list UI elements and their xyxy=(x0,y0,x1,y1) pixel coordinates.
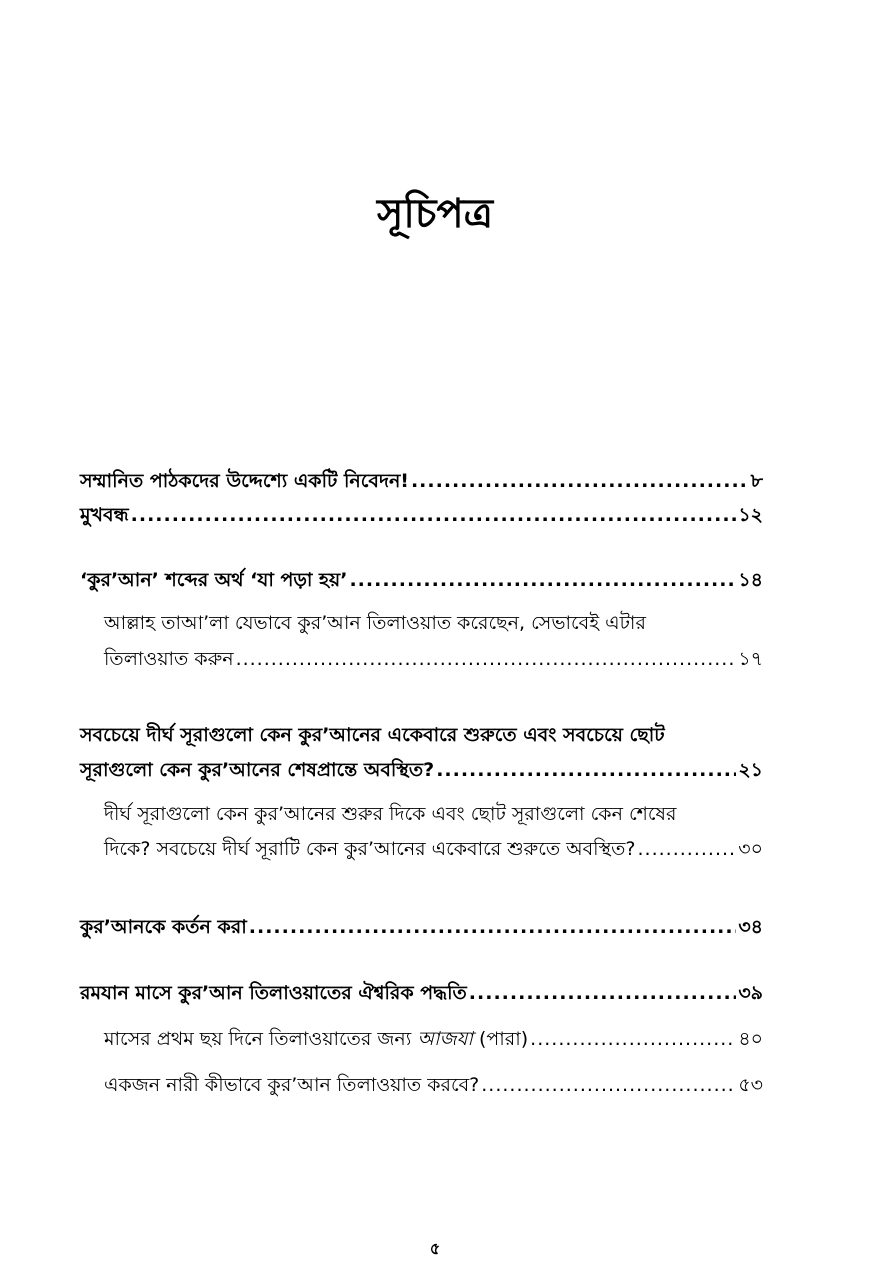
toc-entry-4[interactable] xyxy=(80,755,763,785)
dot-leader xyxy=(249,912,737,942)
toc-page-number: ১৭ xyxy=(738,648,763,670)
dot-leader xyxy=(638,834,737,864)
toc-subentry-4[interactable] xyxy=(104,1070,763,1100)
toc-entry-3[interactable] xyxy=(80,565,763,595)
toc-entry-4-line1[interactable]: সবচেয়ে দীর্ঘ সূরাগুলো কেন কুর’আনের একেবারে শুরুতে এবং সবচেয়ে ছোট xyxy=(80,724,665,746)
toc-page-number: ৫৩ xyxy=(738,1074,763,1096)
toc-page-number: ৪০ xyxy=(738,1028,763,1050)
toc-entry-title: দিকে? সবচেয়ে দীর্ঘ সূরাটি কেন কুর’আনের একেবারে শুরুতে অবস্থিত? xyxy=(104,838,636,860)
toc-subentry-1[interactable] xyxy=(104,644,763,674)
toc-entry-title: রমযান মাসে কুর’আন তিলাওয়াতের ঐশ্বরিক পদ্ধতি xyxy=(80,982,467,1004)
dot-leader xyxy=(131,500,737,530)
toc-entry-5[interactable] xyxy=(80,912,763,942)
toc-entry-title: সম্মানিত পাঠকদের উদ্দেশ্যে একটি নিবেদন! xyxy=(80,470,409,492)
toc-page-number: ৩০ xyxy=(738,838,763,860)
dot-leader xyxy=(236,644,737,674)
toc-entry-title: তিলাওয়াত করুন xyxy=(104,648,234,670)
toc-page-number: ৩৪ xyxy=(738,916,763,938)
toc-entry-title: কুর’আনকে কর্তন করা xyxy=(80,916,247,938)
toc-entry-title: একজন নারী কীভাবে কুর’আন তিলাওয়াত করবে? xyxy=(104,1074,480,1096)
toc-entry-2[interactable] xyxy=(80,500,763,530)
toc-subentry-3[interactable] xyxy=(104,1024,763,1054)
page-title: সূচিপত্র xyxy=(377,191,493,237)
toc-entry-title: মুখবন্ধ xyxy=(80,504,129,526)
dot-leader xyxy=(411,466,749,496)
dot-leader xyxy=(436,755,736,785)
dot-leader xyxy=(469,978,737,1008)
toc-entry-1[interactable] xyxy=(80,466,763,496)
toc-page-number: ৩৯ xyxy=(738,982,763,1004)
toc-entry-title xyxy=(104,1024,528,1054)
toc-entry-6[interactable] xyxy=(80,978,763,1008)
toc-entry-title: ‘কুর’আন’ শব্দের অর্থ ‘যা পড়া হয়’ xyxy=(80,569,348,591)
toc-subentry-1-line1[interactable]: আল্লাহ তাআ’লা যেভাবে কুর’আন তিলাওয়াত করেছেন, সেভাবেই এটার xyxy=(104,612,646,634)
toc-subentry-2[interactable] xyxy=(104,834,763,864)
toc-page-number: ১৪ xyxy=(738,569,763,591)
toc-page-number: ৮ xyxy=(750,470,763,492)
entry-text-italic: আজযা xyxy=(417,1028,473,1050)
toc-page-number: ২১ xyxy=(738,759,763,781)
page-number: ৫ xyxy=(429,1239,441,1258)
dot-leader xyxy=(530,1024,736,1054)
dot-leader xyxy=(349,565,736,595)
entry-text-post: (পারা) xyxy=(472,1028,529,1050)
dot-leader xyxy=(481,1070,736,1100)
entry-text-pre: মাসের প্রথম ছয় দিনে তিলাওয়াতের জন্য xyxy=(104,1028,418,1050)
toc-entry-title: সূরাগুলো কেন কুর’আনের শেষপ্রান্তে অবস্থিত? xyxy=(80,759,435,781)
toc-subentry-2-line1[interactable]: দীর্ঘ সূরাগুলো কেন কুর’আনের শুরুর দিকে এবং ছোট সূরাগুলো কেন শেষের xyxy=(104,803,677,825)
toc-page-number: ১২ xyxy=(738,504,763,526)
